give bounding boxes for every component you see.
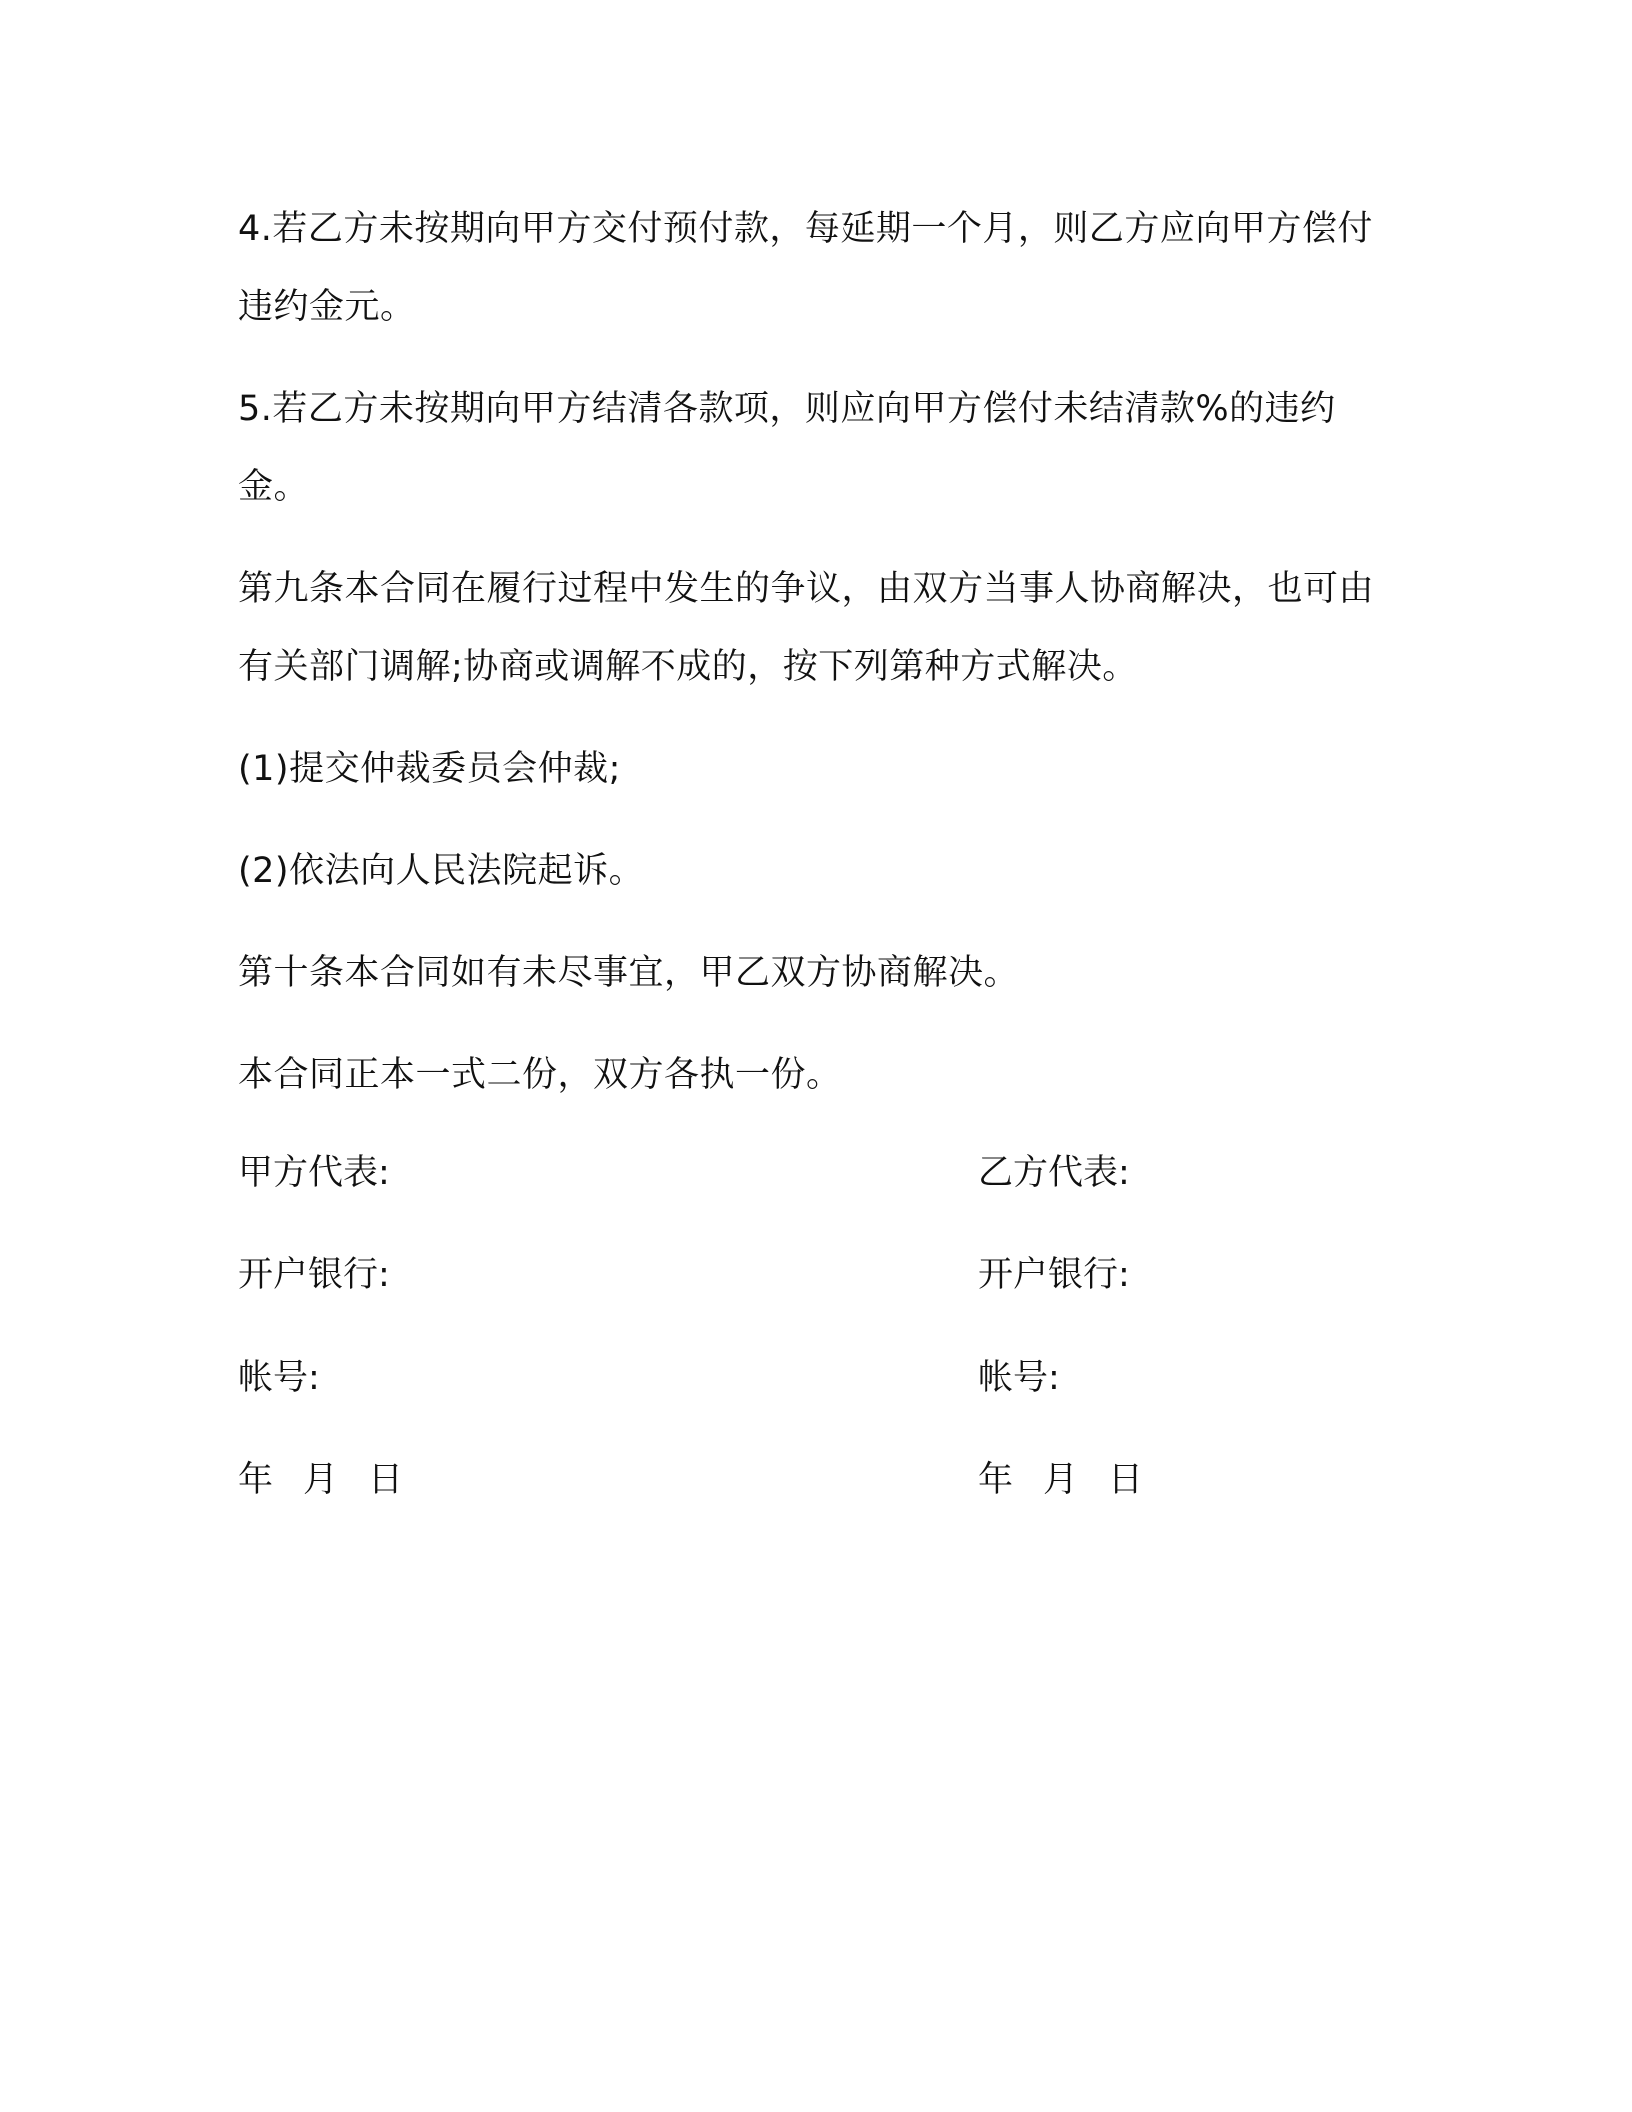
party-a-date [238, 1455, 403, 1505]
party-b-date [978, 1455, 1143, 1505]
contract-body [238, 190, 1398, 1114]
party-b-month-label: 月 [1043, 1460, 1079, 1500]
party-b-day-label: 日 [1108, 1460, 1144, 1500]
party-a-representative-label: 甲方代表: [238, 1153, 390, 1193]
party-a-day-label: 日 [368, 1460, 404, 1500]
copies-paragraph: 本合同正本一式二份，双方各执一份。 [238, 1055, 842, 1095]
arbitration-option: (1)提交仲裁委员会仲裁; [238, 749, 621, 789]
party-b-representative-label: 乙方代表: [978, 1153, 1130, 1193]
party-a-month-label: 月 [303, 1460, 339, 1500]
clause-4-paragraph: 4.若乙方未按期向甲方交付预付款，每延期一个月，则乙方应向甲方偿付违约金元。 [238, 209, 1373, 327]
party-b-bank-label: 开户银行: [978, 1255, 1130, 1295]
party-a-year-label: 年 [238, 1460, 274, 1500]
party-a-account-label: 帐号: [238, 1358, 320, 1398]
party-a-bank-label: 开户银行: [238, 1255, 390, 1295]
party-b-year-label: 年 [978, 1460, 1014, 1500]
court-option: (2)依法向人民法院起诉。 [238, 851, 645, 891]
clause-5-paragraph: 5.若乙方未按期向甲方结清各款项，则应向甲方偿付未结清款%的违约金。 [238, 389, 1336, 507]
article-10-paragraph: 第十条本合同如有未尽事宜，甲乙双方协商解决。 [238, 953, 1020, 993]
article-9-paragraph: 第九条本合同在履行过程中发生的争议，由双方当事人协商解决，也可由有关部门调解;协商或调解不成的，按下列第种方式解决。 [238, 569, 1375, 687]
party-b-account-label: 帐号: [978, 1358, 1060, 1398]
